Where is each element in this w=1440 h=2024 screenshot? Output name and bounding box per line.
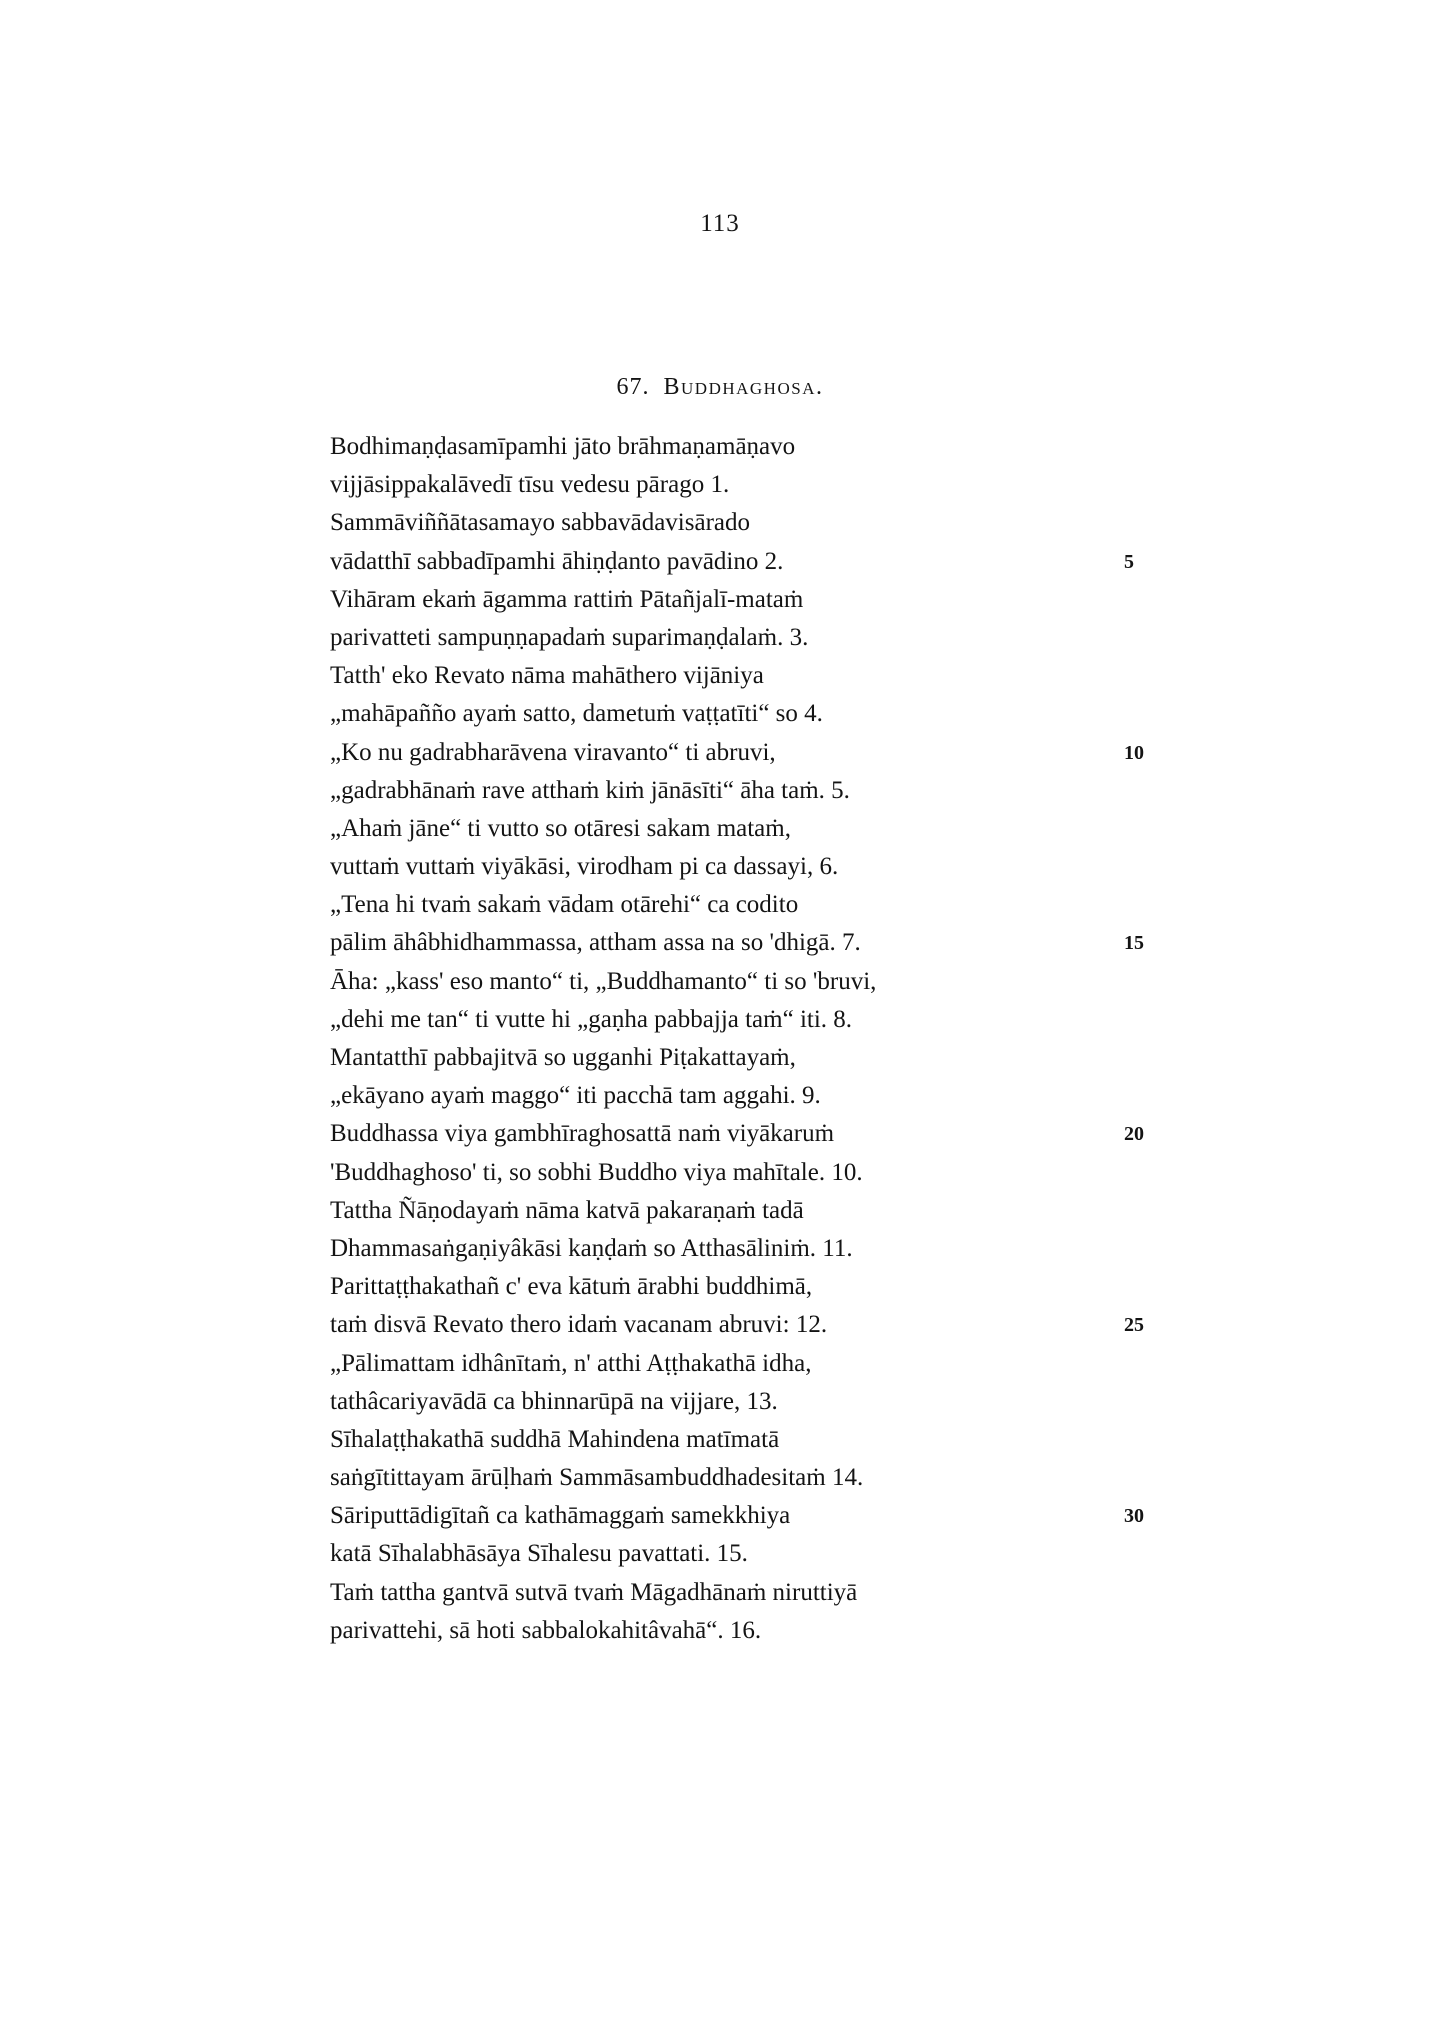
verse-line: [330, 1574, 1170, 1612]
verse-line-text: „Ko nu gadrabharāvena viravanto“ ti abruvi,: [330, 738, 776, 766]
verse-line: [330, 466, 1170, 504]
verse-line-text: „Ahaṁ jāne“ ti vutto so otāresi sakam mataṁ,: [330, 814, 791, 842]
verse-line-text: vādatthī sabbadīpamhi āhiṇḍanto pavādino 2.: [330, 547, 784, 575]
verse-block: [330, 428, 1170, 1650]
margin-line-number: 25: [1124, 1314, 1144, 1337]
verse-line-text: Taṁ tattha gantvā sutvā tvaṁ Māgadhānaṁ niruttiyā: [330, 1578, 858, 1606]
verse-line-text: „Pālimattam idhânītaṁ, n' atthi Aṭṭhakathā idha,: [330, 1349, 812, 1377]
verse-line-text: Sāriputtādigītañ ca kathāmaggaṁ samekkhiya: [330, 1502, 791, 1530]
verse-line-text: katā Sīhalabhāsāya Sīhalesu pavattati. 15.: [330, 1540, 748, 1568]
verse-line-text: „ekāyano ayaṁ maggo“ iti pacchā tam aggahi. 9.: [330, 1082, 821, 1110]
verse-line: [330, 543, 1170, 581]
verse-line-text: parivatteti sampuṇṇapadaṁ suparimaṇḍalaṁ. 3.: [330, 623, 809, 651]
verse-line: [330, 734, 1170, 772]
margin-line-number: 20: [1124, 1123, 1144, 1146]
verse-line-text: „dehi me tan“ ti vutte hi „gaṇha pabbajja taṁ“ iti. 8.: [330, 1005, 853, 1033]
verse-line: [330, 1612, 1170, 1650]
verse-line: [330, 1459, 1170, 1497]
verse-line: [330, 1268, 1170, 1306]
verse-line-text: „Tena hi tvaṁ sakaṁ vādam otārehi“ ca codito: [330, 891, 799, 919]
verse-line: [330, 963, 1170, 1001]
verse-line: [330, 504, 1170, 542]
section-heading: [0, 374, 1440, 401]
verse-line-text: „gadrabhānaṁ rave atthaṁ kiṁ jānāsīti“ āha taṁ. 5.: [330, 776, 850, 804]
verse-line: [330, 1077, 1170, 1115]
verse-line-text: Parittaṭṭhakathañ c' eva kātuṁ ārabhi buddhimā,: [330, 1273, 813, 1301]
verse-line-text: taṁ disvā Revato thero idaṁ vacanam abruvi: 12.: [330, 1311, 828, 1339]
verse-line: [330, 695, 1170, 733]
verse-line-text: Bodhimaṇḍasamīpamhi jāto brāhmaṇamāṇavo: [330, 433, 796, 460]
verse-line: [330, 1535, 1170, 1573]
verse-line: [330, 810, 1170, 848]
margin-line-number: 10: [1124, 741, 1144, 764]
margin-line-number: 5: [1124, 550, 1134, 573]
section-number: 67.: [616, 374, 650, 400]
verse-line: [330, 886, 1170, 924]
verse-line: [330, 772, 1170, 810]
verse-line-text: Mantatthī pabbajitvā so ugganhi Piṭakattayaṁ,: [330, 1044, 796, 1071]
verse-line: [330, 1192, 1170, 1230]
verse-line: [330, 1115, 1170, 1153]
verse-line-text: Buddhassa viya gambhīraghosattā naṁ viyākaruṁ: [330, 1120, 835, 1148]
verse-line-text: Tatth' eko Revato nāma mahāthero vijāniya: [330, 662, 764, 690]
verse-line-text: Āha: „kass' eso manto“ ti, „Buddhamanto“ ti so 'bruvi,: [330, 967, 877, 995]
page-number: 113: [700, 210, 740, 237]
verse-line-text: parivattehi, sā hoti sabbalokahitâvahā“. 16.: [330, 1616, 762, 1644]
verse-line-text: 'Buddhaghoso' ti, so sobhi Buddho viya mahītale. 10.: [330, 1158, 863, 1186]
verse-line-text: „mahāpañño ayaṁ satto, dametuṁ vaṭṭatīti“ so 4.: [330, 700, 823, 728]
verse-line: [330, 581, 1170, 619]
verse-line-text: Sammāviññātasamayo sabbavādavisārado: [330, 509, 750, 537]
verse-line: [330, 1497, 1170, 1535]
verse-line-text: vuttaṁ vuttaṁ viyākāsi, virodham pi ca dassayi, 6.: [330, 853, 839, 881]
verse-line-text: vijjāsippakalāvedī tīsu vedesu pārago 1.: [330, 471, 730, 499]
verse-line-text: Dhammasaṅgaṇiyâkāsi kaṇḍaṁ so Atthasāliniṁ. 11.: [330, 1234, 853, 1262]
verse-line-text: Vihāram ekaṁ āgamma rattiṁ Pātañjalī-mataṁ: [330, 585, 804, 613]
verse-line-text: Sīhalaṭṭhakathā suddhā Mahindena matīmatā: [330, 1425, 780, 1453]
verse-line: [330, 619, 1170, 657]
verse-line: [330, 1154, 1170, 1192]
verse-line-text: saṅgītittayam ārūḷhaṁ Sammāsambuddhadesitaṁ 14.: [330, 1464, 864, 1492]
verse-line: [330, 1383, 1170, 1421]
verse-line: [330, 1230, 1170, 1268]
verse-line: [330, 848, 1170, 886]
verse-line: [330, 657, 1170, 695]
margin-line-number: 15: [1124, 932, 1144, 955]
section-title: Buddhaghosa.: [663, 374, 824, 400]
verse-line-text: Tattha Ñāṇodayaṁ nāma katvā pakaraṇaṁ tadā: [330, 1196, 804, 1224]
verse-line: [330, 1039, 1170, 1077]
verse-line: [330, 1345, 1170, 1383]
verse-line: [330, 1001, 1170, 1039]
verse-line: [330, 1306, 1170, 1344]
verse-line: [330, 1421, 1170, 1459]
verse-line: [330, 924, 1170, 962]
verse-line-text: tathâcariyavādā ca bhinnarūpā na vijjare, 13.: [330, 1387, 778, 1415]
verse-line-text: pālim āhâbhidhammassa, attham assa na so 'dhigā. 7.: [330, 929, 861, 957]
verse-line: [330, 428, 1170, 466]
margin-line-number: 30: [1124, 1505, 1144, 1528]
